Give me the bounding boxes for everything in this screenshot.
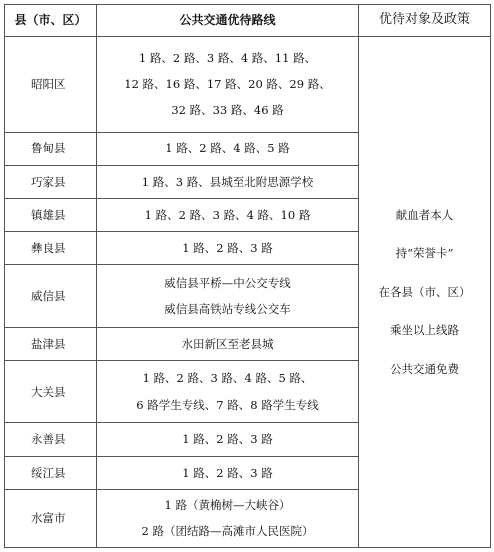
county-name: 巧家县 bbox=[5, 165, 97, 198]
transit-policy-table bbox=[4, 4, 491, 548]
route-line: 1 路、2 路、3 路 bbox=[182, 432, 273, 447]
route-line: 水田新区至老县城 bbox=[181, 336, 274, 351]
route-line: 1 路、2 路、3 路、4 路、11 路、 bbox=[138, 50, 317, 65]
route-list bbox=[97, 199, 359, 232]
route-list bbox=[97, 132, 359, 165]
route-line: 1 路、2 路、3 路 bbox=[182, 465, 273, 480]
county-name: 威信县 bbox=[5, 265, 97, 327]
header-row bbox=[5, 5, 491, 37]
policy-line: 献血者本人 bbox=[395, 208, 454, 223]
county-name: 鲁甸县 bbox=[5, 132, 97, 165]
route-line: 1 路、2 路、4 路、5 路 bbox=[165, 141, 290, 156]
route-line: 威信县平桥—中公交专线 bbox=[164, 275, 291, 290]
policy-cell bbox=[359, 37, 491, 548]
route-list bbox=[97, 456, 359, 489]
route-list bbox=[97, 361, 359, 423]
route-line: 1 路（黄桷树—大峡谷） bbox=[164, 498, 291, 513]
county-name: 彝良县 bbox=[5, 232, 97, 265]
route-line: 1 路、2 路、3 路、4 路、5 路、 bbox=[142, 371, 313, 386]
route-list bbox=[97, 327, 359, 360]
county-name: 水富市 bbox=[5, 489, 97, 547]
route-line: 1 路、2 路、3 路、4 路、10 路 bbox=[144, 207, 311, 222]
policy-line: 持“荣誉卡” bbox=[395, 246, 454, 261]
county-name: 镇雄县 bbox=[5, 199, 97, 232]
route-list bbox=[97, 232, 359, 265]
county-name: 大关县 bbox=[5, 361, 97, 423]
county-name: 昭阳区 bbox=[5, 37, 97, 133]
route-line: 6 路学生专线、7 路、8 路学生专线 bbox=[136, 397, 319, 412]
policy-line: 乘坐以上线路 bbox=[390, 323, 459, 338]
county-name: 绥江县 bbox=[5, 456, 97, 489]
header-county: 县（市、区） bbox=[5, 5, 97, 37]
county-name: 盐津县 bbox=[5, 327, 97, 360]
county-name: 永善县 bbox=[5, 423, 97, 456]
route-list bbox=[97, 37, 359, 133]
route-list bbox=[97, 165, 359, 198]
policy-line: 公共交通免费 bbox=[390, 361, 459, 376]
header-routes: 公共交通优待路线 bbox=[97, 5, 359, 37]
route-line: 1 路、3 路、县城至北附思源学校 bbox=[141, 174, 314, 189]
route-list bbox=[97, 423, 359, 456]
route-line: 2 路（团结路—高滩市人民医院） bbox=[141, 524, 314, 539]
route-list bbox=[97, 489, 359, 547]
route-line: 1 路、2 路、3 路 bbox=[182, 241, 273, 256]
table-row bbox=[5, 37, 491, 133]
route-line: 12 路、16 路、17 路、20 路、29 路、 bbox=[124, 77, 331, 92]
header-policy: 优待对象及政策 bbox=[359, 5, 491, 37]
route-list bbox=[97, 265, 359, 327]
policy-line: 在各县（市、区） bbox=[378, 284, 471, 299]
route-line: 威信县高铁站专线公交车 bbox=[164, 302, 291, 317]
route-line: 32 路、33 路、46 路 bbox=[171, 103, 284, 118]
